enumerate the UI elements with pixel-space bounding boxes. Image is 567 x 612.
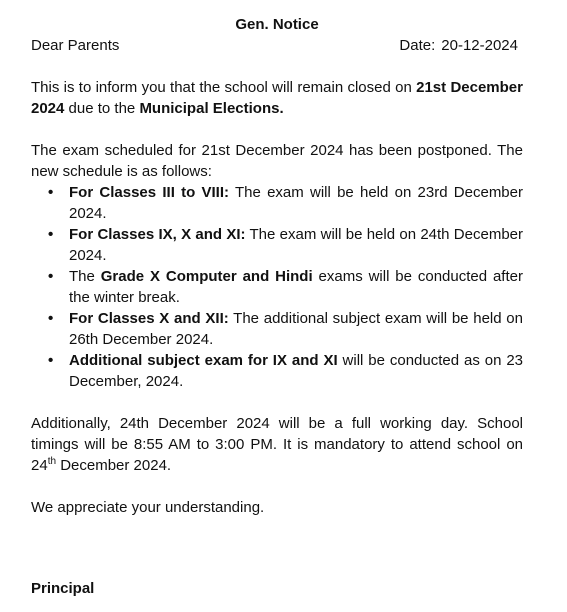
schedule-item-text: The additional subject exam will be held on 26th December 2024.	[69, 310, 523, 348]
spacer	[31, 119, 523, 140]
notice-title: Gen. Notice	[235, 16, 319, 33]
schedule-item-lead: For Classes X and XII:	[69, 310, 229, 327]
schedule-item-lead: For Classes III to VIII:	[69, 184, 230, 201]
working-day-text-end: December 2024.	[56, 457, 172, 474]
intro-text-2: due to the	[64, 100, 140, 117]
salutation: Dear Parents	[31, 37, 120, 54]
signature: Principal	[31, 580, 95, 597]
postponement-paragraph: The exam scheduled for 21st December 2024 has been postponed. The new schedule is as follows:	[31, 142, 523, 180]
intro-paragraph	[31, 77, 523, 119]
bullet-icon: •	[48, 352, 54, 369]
closure-reason: Municipal Elections.	[139, 100, 284, 117]
schedule-item	[31, 350, 523, 392]
working-day-paragraph	[31, 413, 523, 476]
schedule-item	[31, 308, 523, 350]
schedule-item-prefix: The	[69, 268, 101, 285]
bullet-icon: •	[48, 268, 54, 285]
date-block	[399, 35, 518, 56]
schedule-item-text: will be conducted as on 23 December, 2024.	[69, 352, 524, 390]
closing-line: We appreciate your understanding.	[31, 499, 265, 516]
salutation-row	[31, 35, 523, 56]
schedule-item	[31, 266, 523, 308]
spacer	[31, 56, 523, 77]
spacer	[31, 476, 523, 497]
schedule-item-text: The exam will be held on 23rd December 2024.	[69, 184, 523, 222]
schedule-list	[31, 182, 523, 392]
schedule-item-lead: For Classes IX, X and XI:	[69, 226, 246, 243]
schedule-item-text: The exam will be held on 24th December 2024.	[69, 226, 523, 264]
schedule-item	[31, 224, 523, 266]
schedule-item-lead: Grade X Computer and Hindi	[100, 268, 313, 285]
bullet-icon: •	[48, 310, 54, 327]
ordinal-suffix: th	[47, 456, 57, 467]
intro-text: This is to inform you that the school will remain closed on	[31, 79, 417, 96]
schedule-item-text: exams will be conducted after the winter break.	[69, 268, 523, 306]
closure-date: 21st December 2024	[31, 79, 523, 117]
schedule-item-lead: Additional subject exam for IX and XI	[69, 352, 338, 369]
date-value: 20-12-2024	[441, 37, 518, 54]
date-label: Date:	[399, 37, 436, 54]
bullet-icon: •	[48, 226, 54, 243]
spacer	[31, 392, 523, 413]
bullet-icon: •	[48, 184, 54, 201]
working-day-text: Additionally, 24th December 2024 will be a full working day. School timings will be 8:55 AM to 3:00 PM. It is mandatory to attend school on 24	[31, 415, 523, 474]
notice-document	[31, 14, 523, 518]
schedule-item	[31, 182, 523, 224]
